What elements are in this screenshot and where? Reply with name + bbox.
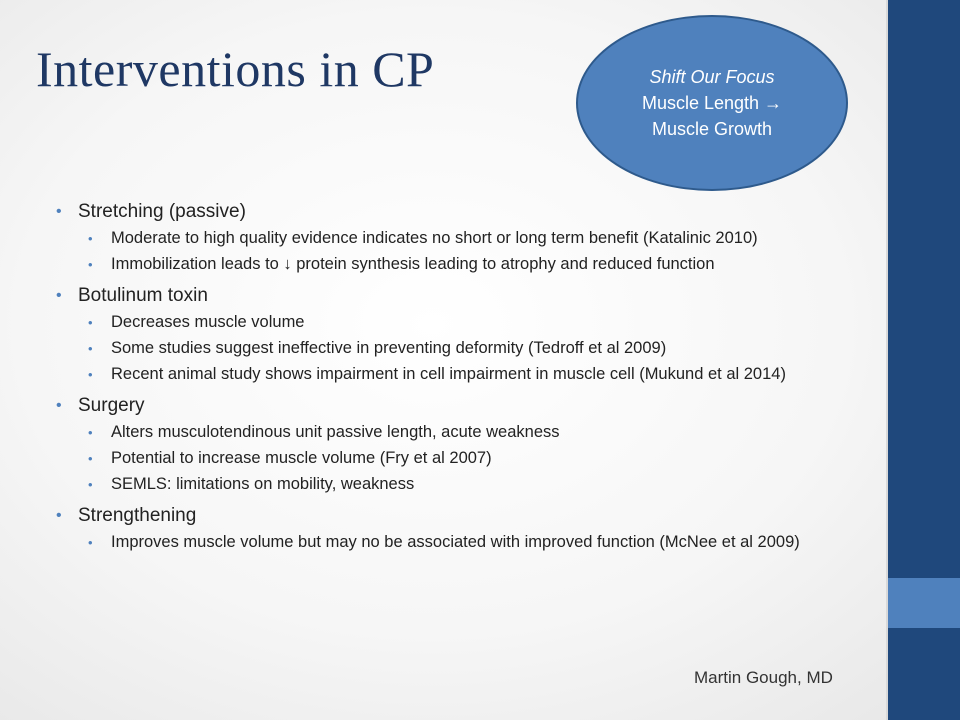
sub-bullet-list bbox=[78, 229, 886, 274]
callout-line-1: Muscle Length → bbox=[641, 93, 783, 113]
right-bar-accent-block bbox=[888, 578, 960, 628]
sub-bullet-text: Recent animal study shows impairment in cell impairment in muscle cell (Mukund et al 2014) bbox=[111, 365, 786, 383]
sub-bullet-list bbox=[78, 423, 886, 494]
sub-bullet-item bbox=[88, 365, 886, 384]
bullet-dot-icon: • bbox=[88, 425, 93, 440]
callout-line-2: Muscle Growth bbox=[651, 119, 773, 139]
sub-bullet-item bbox=[88, 423, 886, 442]
sub-bullet-item bbox=[88, 449, 886, 468]
bullet-list bbox=[56, 198, 886, 559]
sub-bullet-text: Improves muscle volume but may no be associated with improved function (McNee et al 2009) bbox=[111, 533, 800, 551]
sub-bullet-text: SEMLS: limitations on mobility, weakness bbox=[111, 475, 415, 493]
bullet-dot-icon: • bbox=[88, 477, 93, 492]
sub-bullet-text: Immobilization leads to ↓ protein synthesis leading to atrophy and reduced function bbox=[111, 255, 715, 273]
callout-ellipse bbox=[576, 15, 848, 191]
bullet-text: Surgery bbox=[78, 395, 145, 416]
bullet-dot-icon: • bbox=[56, 203, 62, 220]
slide-title: Interventions in CP bbox=[36, 41, 435, 97]
sub-bullet-list bbox=[78, 313, 886, 384]
bullet-surgery bbox=[56, 392, 886, 494]
bullet-dot-icon: • bbox=[56, 287, 62, 304]
bullet-dot-icon: • bbox=[88, 315, 93, 330]
sub-bullet-list bbox=[78, 533, 886, 552]
sub-bullet-text: Some studies suggest ineffective in preventing deformity (Tedroff et al 2009) bbox=[111, 339, 667, 357]
bullet-dot-icon: • bbox=[56, 507, 62, 524]
bullet-text: Botulinum toxin bbox=[78, 285, 208, 306]
bullet-text: Stretching (passive) bbox=[78, 201, 246, 222]
author-credit: Martin Gough, MD bbox=[694, 668, 833, 687]
sub-bullet-item bbox=[88, 255, 886, 274]
sub-bullet-item bbox=[88, 339, 886, 358]
sub-bullet-item bbox=[88, 313, 886, 332]
sub-bullet-item bbox=[88, 475, 886, 494]
bullet-stretching bbox=[56, 198, 886, 274]
sub-bullet-text: Decreases muscle volume bbox=[111, 313, 305, 331]
sub-bullet-text: Moderate to high quality evidence indicates no short or long term benefit (Katalinic 2010) bbox=[111, 229, 758, 247]
sub-bullet-item bbox=[88, 533, 886, 552]
sub-bullet-item bbox=[88, 229, 886, 248]
bullet-dot-icon: • bbox=[88, 535, 93, 550]
bullet-dot-icon: • bbox=[88, 231, 93, 246]
bullet-dot-icon: • bbox=[88, 257, 93, 272]
bullet-text: Strengthening bbox=[78, 505, 197, 526]
callout-heading: Shift Our Focus bbox=[649, 67, 775, 87]
bullet-botulinum bbox=[56, 282, 886, 384]
bullet-strengthening bbox=[56, 502, 886, 552]
bullet-dot-icon: • bbox=[88, 341, 93, 356]
bullet-dot-icon: • bbox=[88, 451, 93, 466]
bullet-dot-icon: • bbox=[56, 397, 62, 414]
sub-bullet-text: Potential to increase muscle volume (Fry et al 2007) bbox=[111, 449, 492, 467]
bullet-dot-icon: • bbox=[88, 367, 93, 382]
sub-bullet-text: Alters musculotendinous unit passive length, acute weakness bbox=[111, 423, 560, 441]
